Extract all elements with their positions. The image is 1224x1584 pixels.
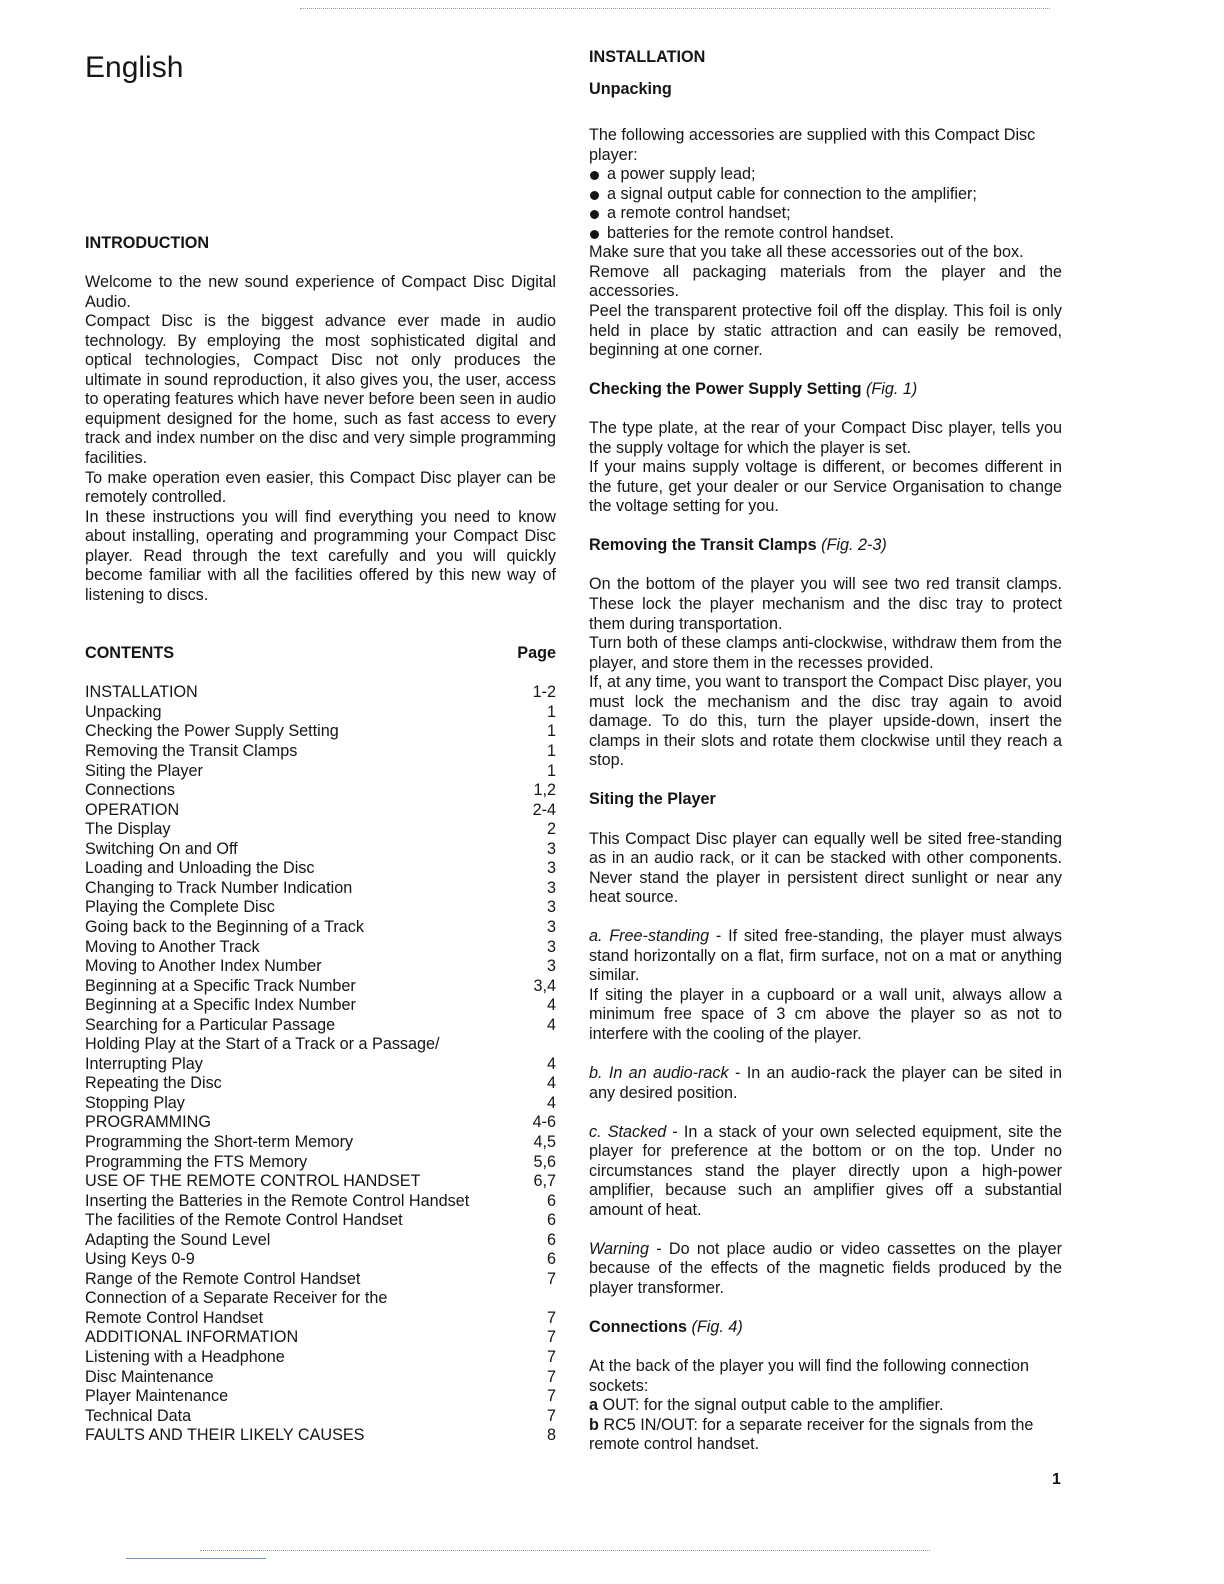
page-number: 1 — [1052, 1471, 1061, 1488]
warning-text: - Do not place audio or video cassettes on the player because of the effects of the magnetic fields produced by the player transformer. — [589, 1239, 1062, 1297]
toc-page-number: 3 — [546, 937, 556, 956]
toc-title: Searching for a Particular Passage — [85, 1015, 336, 1034]
unpacking-text-2: Remove all packaging materials from the player and the accessories. — [589, 262, 1062, 301]
toc-row — [85, 1309, 556, 1329]
toc-row — [85, 703, 556, 723]
siting-free-standing — [589, 927, 1062, 986]
toc-row — [85, 1426, 556, 1446]
toc-row — [85, 1387, 556, 1407]
toc-page-number: 6,7 — [533, 1172, 556, 1191]
contents-page-label: Page — [517, 644, 556, 663]
toc-page-number: 3 — [546, 898, 556, 917]
scan-artifact-bottom — [200, 1550, 930, 1551]
intro-paragraph-3: To make operation even easier, this Compact Disc player can be remotely controlled. — [85, 468, 556, 507]
power-text-2: If your mains supply voltage is different, or becomes different in the future, get your dealer or our Service Organisation to change the voltage setting for you. — [589, 458, 1062, 516]
transit-text-1: On the bottom of the player you will see two red transit clamps. These lock the player mechanism and the disc tray to protect them during transportation. — [589, 575, 1062, 633]
toc-page-number: 4 — [546, 996, 556, 1015]
toc-page-number: 3 — [546, 839, 556, 858]
toc-row — [85, 1348, 556, 1368]
connection-text: OUT: for the signal output cable to the amplifier. — [598, 1396, 944, 1415]
toc-title: FAULTS AND THEIR LIKELY CAUSES — [85, 1426, 365, 1445]
audio-rack-label: b. In an audio-rack — [589, 1063, 729, 1082]
unpacking-text-3: Peel the transparent protective foil off the display. This foil is only held in place by static attraction and can easily be removed, beginning at one corner. — [589, 302, 1062, 360]
toc-row — [85, 840, 556, 860]
toc-row — [85, 801, 556, 821]
transit-text-3: If, at any time, you want to transport the Compact Disc player, you must lock the mechanism and the disc tray again to avoid damage. To do this, turn the player upside-down, insert the clamps in their slots and rotate them clockwise until they reach a stop. — [589, 673, 1062, 770]
toc-title: USE OF THE REMOTE CONTROL HANDSET — [85, 1172, 421, 1191]
toc-page-number: 1,2 — [533, 781, 556, 800]
toc-row — [85, 1289, 556, 1309]
toc-row — [85, 898, 556, 918]
toc-row — [85, 1250, 556, 1270]
intro-paragraph-2: Compact Disc is the biggest advance ever made in audio technology. By employing the most sophisticated digital and optical technologies, Compact Disc not only produces the ultimate in sound reproduction, it also gives you, the user, access to operating features which have never before been seen in audio equipment designed for the home, such as fast access to every track and index number on the disc and very simple programming facilities. — [85, 312, 556, 467]
accessories-list — [589, 165, 1062, 243]
toc-title: The facilities of the Remote Control Handset — [85, 1211, 403, 1230]
toc-page-number: 3 — [546, 878, 556, 897]
connections-heading — [589, 1318, 1062, 1338]
toc-row — [85, 879, 556, 899]
right-column — [589, 48, 1062, 1455]
connection-item-b — [589, 1416, 1062, 1455]
toc-page-number: 1 — [546, 702, 556, 721]
power-heading — [589, 380, 1062, 400]
toc-title: Range of the Remote Control Handset — [85, 1269, 361, 1288]
toc-row — [85, 1055, 556, 1075]
toc-page-number: 6 — [546, 1191, 556, 1210]
toc-page-number: 7 — [546, 1387, 556, 1406]
unpacking-heading: Unpacking — [589, 79, 672, 98]
toc-page-number: 3,4 — [533, 976, 556, 995]
left-column — [85, 48, 556, 1446]
toc-page-number: 4 — [546, 1093, 556, 1112]
siting-stacked — [589, 1123, 1062, 1221]
toc-page-number: 8 — [546, 1426, 556, 1445]
list-item: a power supply lead; — [589, 165, 1062, 185]
unpacking-text-1: Make sure that you take all these accessories out of the box. — [589, 243, 1024, 262]
toc-title: Inserting the Batteries in the Remote Control Handset — [85, 1191, 470, 1210]
toc-page-number: 6 — [546, 1211, 556, 1230]
connection-letter: b — [589, 1415, 599, 1434]
transit-fig-ref: (Fig. 2-3) — [821, 536, 887, 555]
transit-heading — [589, 536, 1062, 556]
toc-page-number: 1 — [546, 761, 556, 780]
toc-row — [85, 957, 556, 977]
toc-title: ADDITIONAL INFORMATION — [85, 1328, 299, 1347]
toc-page-number: 6 — [546, 1230, 556, 1249]
toc-row — [85, 1094, 556, 1114]
toc-row — [85, 1328, 556, 1348]
stacked-label: c. Stacked — [589, 1122, 667, 1141]
list-item: a remote control handset; — [589, 204, 1062, 224]
toc-page-number: 2 — [546, 820, 556, 839]
warning-label: Warning — [589, 1239, 649, 1258]
audio-rack-text: - In an audio-rack the player can be sited in any desired position. — [589, 1063, 1063, 1102]
toc-title: Using Keys 0-9 — [85, 1250, 195, 1269]
toc-row — [85, 762, 556, 782]
toc-page-number: 7 — [546, 1328, 556, 1347]
toc-row — [85, 722, 556, 742]
toc-row — [85, 1113, 556, 1133]
toc-page-number: 3 — [546, 957, 556, 976]
transit-text-2: Turn both of these clamps anti-clockwise, withdraw them from the player, and store them in the recesses provided. — [589, 634, 1062, 672]
siting-intro: This Compact Disc player can equally well be sited free-standing as in an audio rack, or it can be stacked with other components. Never stand the player in persistent direct sunlight or near any heat source. — [589, 829, 1062, 907]
toc-row — [85, 977, 556, 997]
toc-page-number: 1 — [546, 742, 556, 761]
connection-letter: a — [589, 1396, 599, 1415]
toc-page-number: 7 — [546, 1367, 556, 1386]
toc-row — [85, 1074, 556, 1094]
siting-cupboard: If siting the player in a cupboard or a wall unit, always allow a minimum free space of 3 cm above the player so as not to interfere with the cooling of the player. — [589, 985, 1062, 1043]
siting-warning — [589, 1240, 1062, 1299]
free-standing-text: - If sited free-standing, the player must always stand horizontally on a flat, firm surface, not on a mat or anything similar. — [589, 927, 1062, 985]
toc-title: Beginning at a Specific Index Number — [85, 996, 356, 1015]
toc-page-number: 5,6 — [533, 1152, 556, 1171]
introduction-heading: INTRODUCTION — [85, 234, 210, 252]
toc-row — [85, 683, 556, 703]
toc-page-number: 4 — [546, 1074, 556, 1093]
toc-title: OPERATION — [85, 800, 180, 819]
toc-title: Switching On and Off — [85, 839, 238, 858]
power-text-1: The type plate, at the rear of your Compact Disc player, tells you the supply voltage for which the player is set. — [589, 419, 1062, 457]
toc-row — [85, 1153, 556, 1173]
toc-page-number: 3 — [546, 859, 556, 878]
toc-title: Moving to Another Index Number — [85, 957, 322, 976]
toc-row — [85, 742, 556, 762]
toc-row — [85, 1270, 556, 1290]
intro-paragraph-4: In these instructions you will find everything you need to know about installing, operating and programming your Compact Disc player. Read through the text carefully and you will quickly become familiar with all the facilities offered by this new way of listening to discs. — [85, 507, 556, 604]
toc-title: PROGRAMMING — [85, 1113, 211, 1132]
toc-row — [85, 1368, 556, 1388]
toc-title: Repeating the Disc — [85, 1074, 222, 1093]
list-item: batteries for the remote control handset. — [589, 224, 1062, 244]
toc-title: Interrupting Play — [85, 1054, 203, 1073]
power-heading-text: Checking the Power Supply Setting — [589, 380, 862, 399]
toc-page-number: 1-2 — [532, 683, 556, 702]
transit-heading-text: Removing the Transit Clamps — [589, 536, 817, 555]
toc-row — [85, 996, 556, 1016]
list-item: a signal output cable for connection to the amplifier; — [589, 185, 1062, 205]
connections-heading-text: Connections — [589, 1317, 688, 1336]
power-fig-ref: (Fig. 1) — [866, 380, 918, 399]
toc-page-number: 1 — [546, 722, 556, 741]
toc-row — [85, 918, 556, 938]
stacked-text: - In a stack of your own selected equipment, site the player for preference at the bottom or on the top. Under no circumstances stand the player directly upon a high-power amplifier, because such an amplifier gives off a substantial amount of heat. — [589, 1122, 1062, 1219]
toc-page-number: 4,5 — [533, 1132, 556, 1151]
toc-page-number: 2-4 — [532, 800, 556, 819]
toc-title: Changing to Track Number Indication — [85, 878, 353, 897]
toc-title: Programming the Short-term Memory — [85, 1132, 354, 1151]
toc-title: Connection of a Separate Receiver for the — [85, 1289, 388, 1308]
toc-title: Moving to Another Track — [85, 937, 260, 956]
toc-title: Player Maintenance — [85, 1387, 229, 1406]
toc-title: Going back to the Beginning of a Track — [85, 917, 364, 936]
toc-row — [85, 1133, 556, 1153]
toc-page-number: 7 — [546, 1406, 556, 1425]
toc-page-number: 4-6 — [532, 1113, 556, 1132]
toc-title: Holding Play at the Start of a Track or a Passage/ — [85, 1035, 440, 1054]
scan-artifact-rule — [126, 1558, 266, 1559]
toc-title: Removing the Transit Clamps — [85, 742, 298, 761]
contents-heading: CONTENTS — [85, 644, 175, 663]
toc-title: Beginning at a Specific Track Number — [85, 976, 356, 995]
toc-title: Playing the Complete Disc — [85, 898, 275, 917]
toc-title: Remote Control Handset — [85, 1308, 264, 1327]
installation-heading: INSTALLATION — [589, 48, 706, 66]
intro-paragraph-1: Welcome to the new sound experience of Compact Disc Digital Audio. — [85, 273, 556, 311]
toc-title: Stopping Play — [85, 1093, 185, 1112]
toc-title: Loading and Unloading the Disc — [85, 859, 315, 878]
toc-row — [85, 820, 556, 840]
toc-title: INSTALLATION — [85, 683, 198, 702]
toc-row — [85, 938, 556, 958]
toc-row — [85, 1231, 556, 1251]
toc-page-number: 7 — [546, 1347, 556, 1366]
toc-title: Siting the Player — [85, 761, 203, 780]
toc-title: Connections — [85, 781, 175, 800]
toc-title: The Display — [85, 820, 171, 839]
free-standing-label: a. Free-standing — [589, 927, 710, 946]
siting-audio-rack — [589, 1064, 1062, 1103]
toc-row — [85, 1035, 556, 1055]
unpacking-intro: The following accessories are supplied with this Compact Disc player: — [589, 126, 1036, 164]
toc-page-number: 3 — [546, 917, 556, 936]
toc-title: Programming the FTS Memory — [85, 1152, 308, 1171]
toc-page-number: 7 — [546, 1308, 556, 1327]
toc-title: Unpacking — [85, 702, 162, 721]
toc-page-number: 4 — [546, 1054, 556, 1073]
toc-row — [85, 1172, 556, 1192]
toc-row — [85, 1407, 556, 1427]
toc-title: Listening with a Headphone — [85, 1347, 285, 1366]
connections-intro: At the back of the player you will find the following connection sockets: — [589, 1356, 1030, 1395]
connection-item-a — [589, 1396, 1062, 1416]
toc-row — [85, 1016, 556, 1036]
toc-row — [85, 859, 556, 879]
toc-title: Technical Data — [85, 1406, 192, 1425]
toc-page-number: 4 — [546, 1015, 556, 1034]
toc-title: Checking the Power Supply Setting — [85, 722, 339, 741]
connection-text: RC5 IN/OUT: for a separate receiver for the signals from the remote control handset. — [589, 1415, 1034, 1454]
contents-list — [85, 683, 556, 1445]
toc-page-number: 6 — [546, 1250, 556, 1269]
connections-fig-ref: (Fig. 4) — [691, 1317, 743, 1336]
contents-header — [85, 644, 556, 664]
toc-page-number: 7 — [546, 1269, 556, 1288]
siting-heading: Siting the Player — [589, 790, 716, 809]
scan-artifact-top — [300, 8, 1050, 9]
toc-row — [85, 1211, 556, 1231]
toc-row — [85, 781, 556, 801]
toc-title: Adapting the Sound Level — [85, 1230, 271, 1249]
toc-title: Disc Maintenance — [85, 1367, 214, 1386]
toc-row — [85, 1192, 556, 1212]
language-title: English — [85, 51, 184, 84]
